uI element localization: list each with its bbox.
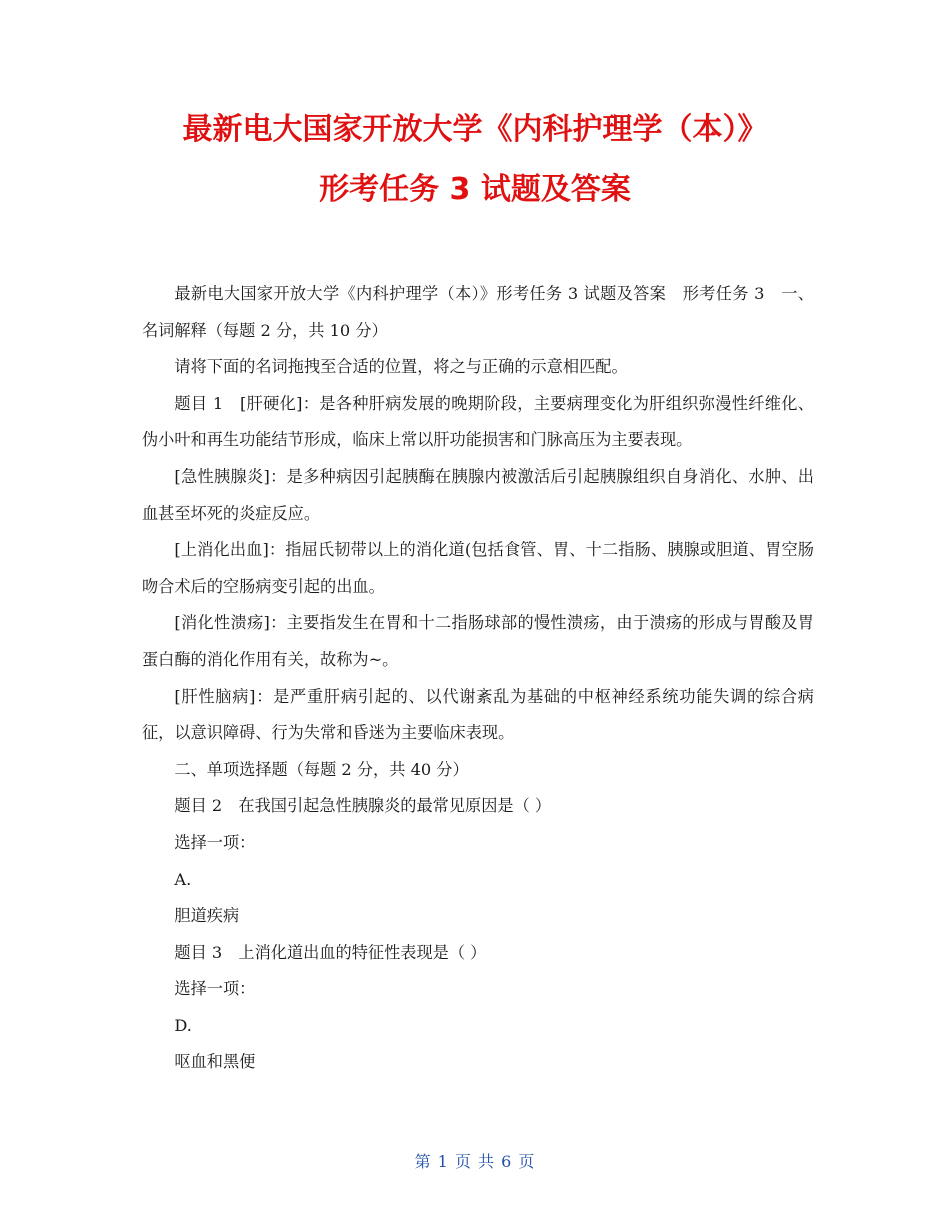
question-3-prompt: 选择一项： (174, 979, 256, 999)
title-line-1: 最新电大国家开放大学《内科护理学（本）》 (182, 112, 768, 147)
paragraph-term-hepatic-encephalopathy: [肝性脑病]：是严重肝病引起的、以代谢紊乱为基础的中枢神经系统功能失调的综合病征，以意识障碍、行为失常和昏迷为主要临床表现。 (142, 686, 814, 743)
paragraph-instruction: 请将下面的名词拖拽至合适的位置，将之与正确的示意相匹配。 (174, 357, 628, 377)
section-heading-single-choice: 二、单项选择题（每题 2 分，共 40 分） (174, 759, 469, 779)
question-3-answer: 呕血和黑便 (174, 1052, 256, 1072)
title-line-2: 形考任务 3 试题及答案 (319, 172, 631, 207)
question-2: 题目 2 在我国引起急性胰腺炎的最常见原因是（ ） (174, 796, 552, 816)
paragraph-term-pancreatitis: [急性胰腺炎]：是多种病因引起胰酶在胰腺内被激活后引起胰腺组织自身消化、水肿、出血甚至坏死的炎症反应。 (142, 466, 814, 523)
document-title (60, 100, 890, 220)
paragraph-term-peptic-ulcer: [消化性溃疡]：主要指发生在胃和十二指肠球部的慢性溃疡，由于溃疡的形成与胃酸及胃蛋白酶的消化作用有关，故称为~。 (142, 613, 814, 669)
question-2-prompt: 选择一项： (174, 832, 256, 852)
question-3-option-letter: D. (174, 1015, 192, 1035)
question-3: 题目 3 上消化道出血的特征性表现是（ ） (174, 942, 487, 962)
question-2-option-letter: A. (174, 869, 192, 889)
paragraph-intro: 最新电大国家开放大学《内科护理学（本）》形考任务 3 试题及答案 形考任务 3 一、名词解释（每题 2 分，共 10 分） (142, 284, 814, 340)
page-footer: 第 1 页 共 6 页 (414, 1152, 536, 1171)
question-2-answer: 胆道疾病 (174, 906, 240, 926)
paragraph-term-gi-bleeding: [上消化出血]：指屈氏韧带以上的消化道(包括食管、胃、十二指肠、胰腺或胆道、胃空肠吻合术后的空肠病变引起的出血。 (142, 540, 814, 596)
paragraph-term-cirrhosis: 题目 1 [肝硬化]：是各种肝病发展的晚期阶段，主要病理变化为肝组织弥漫性纤维化、伪小叶和再生功能结节形成，临床上常以肝功能损害和门脉高压为主要表现。 (142, 393, 814, 450)
document-body (142, 276, 814, 1081)
